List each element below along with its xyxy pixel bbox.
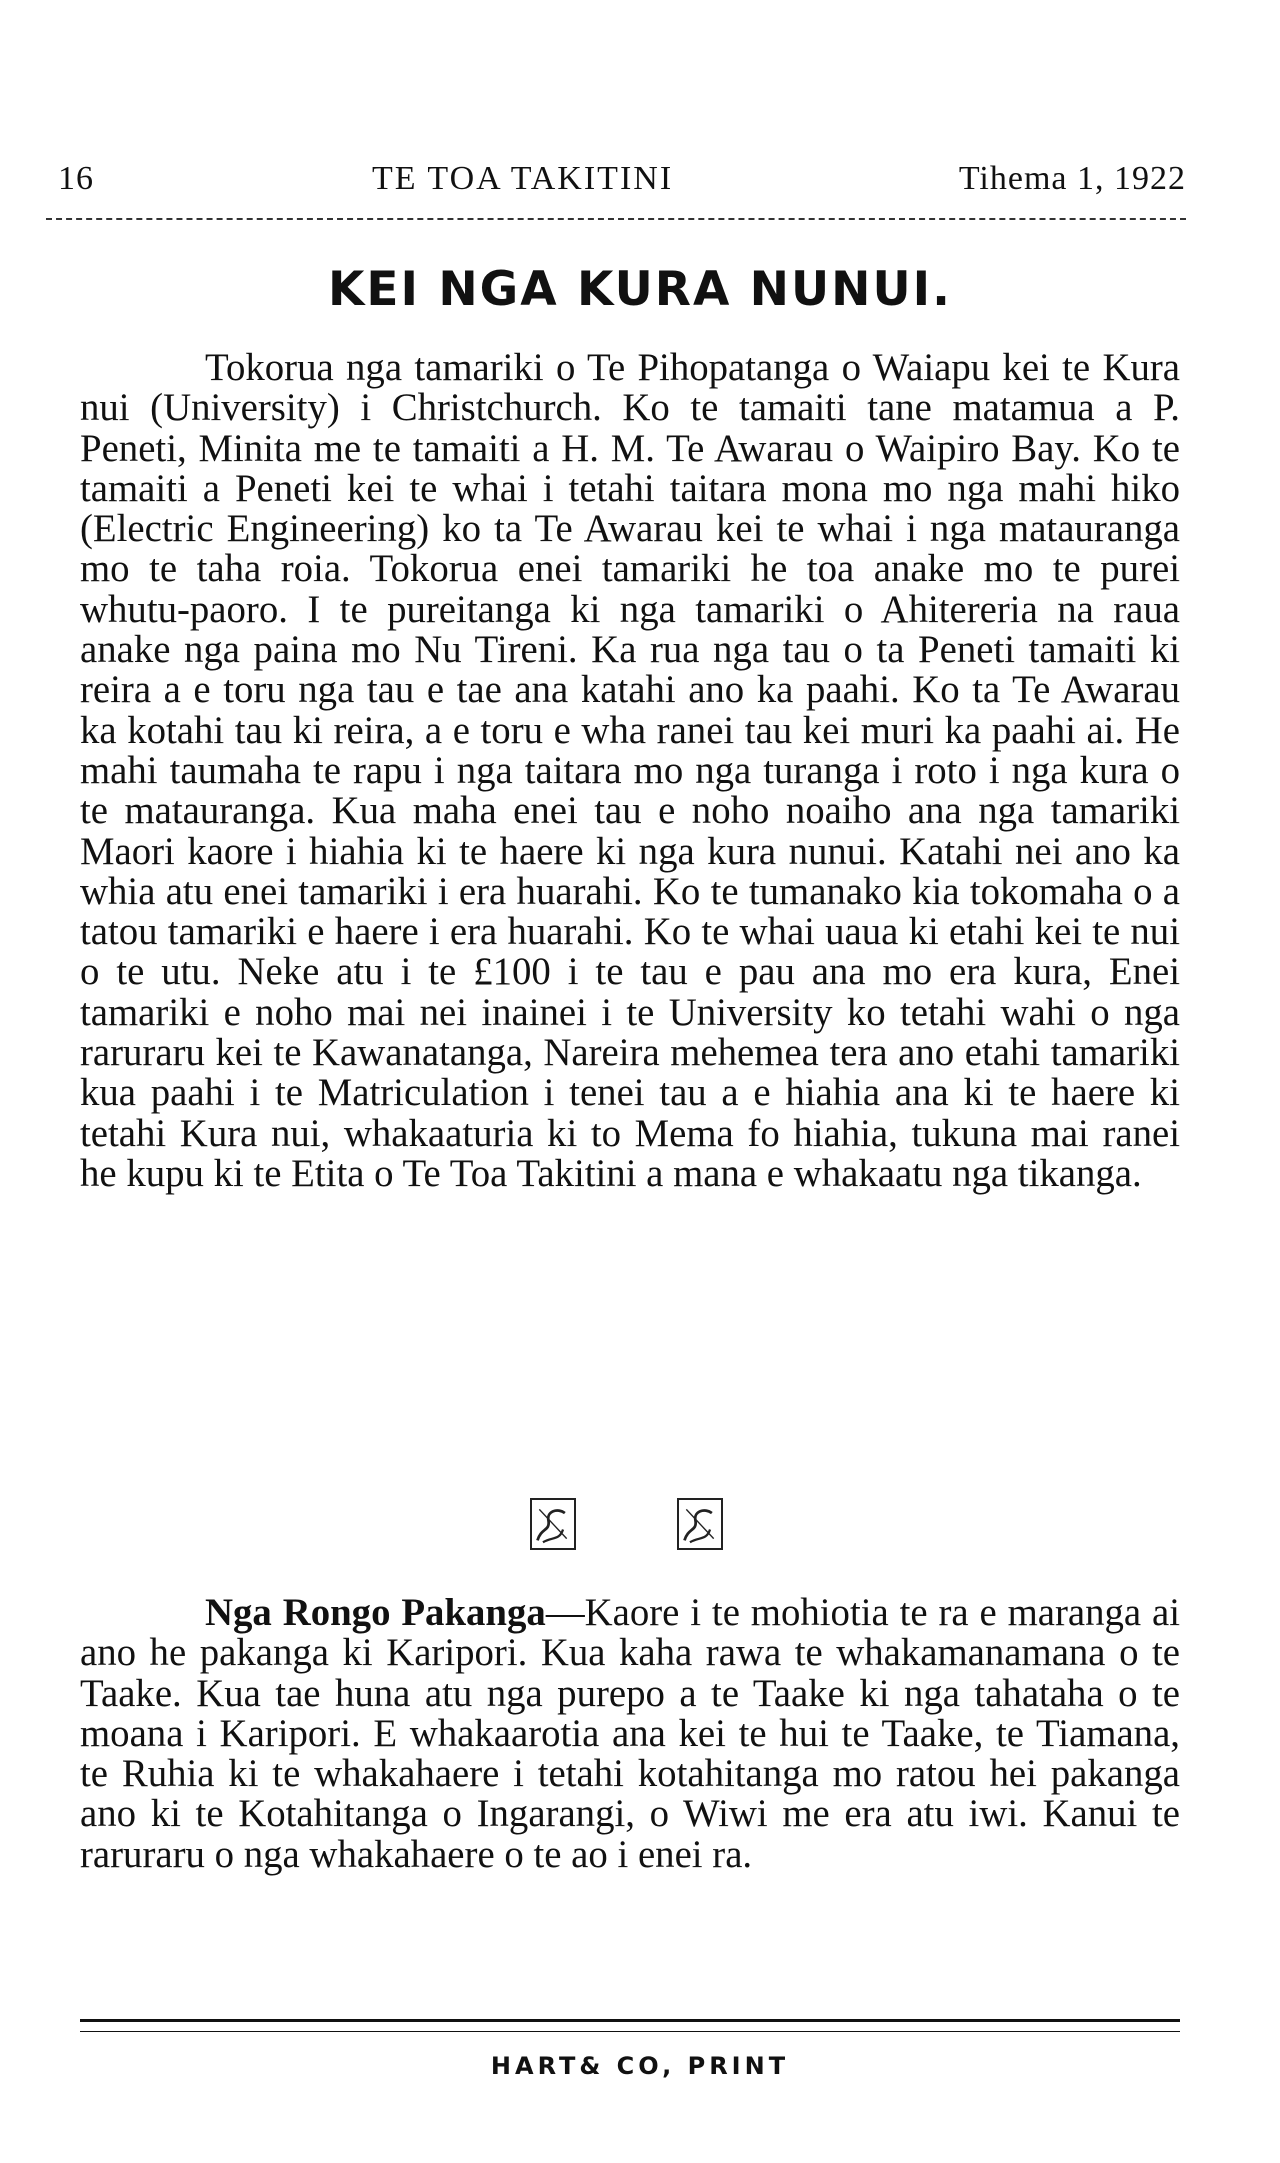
running-head bbox=[58, 160, 1186, 216]
footer-rule-thin bbox=[80, 2031, 1180, 2032]
ornament-icon bbox=[530, 1498, 576, 1550]
journal-title: TE TOA TAKITINI bbox=[372, 160, 674, 197]
footer-rule bbox=[80, 2019, 1180, 2022]
news-text: —Kaore i te mohiotia te ra e maranga ai ano he pakanga ki Karipori. Kua kaha rawa te whakamanamana o te Taake. Kua tae huna atu nga purepo a te Taake ki nga tahataha o te moana i Karipori. E whakaarotia ana kei te hui te Taake, te Tiamana, te Ruhia ki te whakahaere i tetahi kotahitanga mo ratou hei pakanga ano ki te Kotahitanga o Ingarangi, o Wiwi me era atu iwi. Kanui te raruraru o nga whakahaere o te ao i enei ra. bbox=[80, 1591, 1180, 1876]
article-paragraph: Tokorua nga tamariki o Te Pihopatanga o Waiapu kei te Kura nui (University) i Christchurch. Ko te tamaiti tane matamua a P. Peneti, Minita me te tamaiti a H. M. Te Awarau o Waipiro Bay. Ko te tamaiti a Peneti kei te whai i tetahi taitara mona mo nga mahi hiko (Electric Engineering) ko ta Te Awarau kei te whai i nga matauranga mo te taha roia. Tokorua enei tamariki he toa anake mo te purei whutu-paoro. I te pureitanga ki nga tamariki o Ahitereria na raua anake nga paina mo Nu Tireni. Ka rua nga tau o ta Peneti tamaiti ki reira a e toru nga tau e tae ana katahi ano ka paahi. Ko ta Te Awarau ka kotahi tau ki reira, a e toru e wha ranei tau kei muri ka paahi ai. He mahi taumaha te rapu i nga taitara mo nga turanga i roto i nga kura o te matauranga. Kua maha enei tau e noho noaiho ana nga tamariki Maori kaore i hiahia ki te haere ki nga kura nunui. Katahi nei ano ka whia atu enei tamariki i era huarahi. Ko te tumanako kia tokomaha o a tatou tamariki e haere i era huarahi. Ko te whai uaua ki etahi kei te nui o te utu. Neke atu i te £100 i te tau e pau ana mo era kura, Enei tamariki e noho mai nei inainei i te University ko tetahi wahi o nga raruraru kei te Kawanatanga, Nareira mehemea tera ano etahi tamariki kua paahi i te Matriculation i tenei tau a e hiahia ana ki te haere ki tetahi Kura nui, whakaaturia ki to Mema fo hiahia, tukuna mai ranei he kupu ki te Etita o Te Toa Takitini a mana e whakaatu nga tikanga. bbox=[80, 346, 1180, 1195]
printer-imprint: HART& CO, PRINT bbox=[490, 2052, 790, 2080]
issue-date: Tihema 1, 1922 bbox=[958, 160, 1186, 197]
article-body bbox=[80, 348, 1180, 1194]
ornament-icon bbox=[677, 1498, 723, 1550]
page-number: 16 bbox=[58, 160, 94, 197]
news-item bbox=[80, 1593, 1180, 1875]
news-paragraph bbox=[80, 1593, 1180, 1875]
article-title: KEI NGA KURA NUNUI. bbox=[327, 262, 953, 317]
header-divider bbox=[46, 218, 1186, 220]
section-ornaments bbox=[0, 1498, 1280, 1558]
news-heading: Nga Rongo Pakanga bbox=[205, 1591, 546, 1634]
